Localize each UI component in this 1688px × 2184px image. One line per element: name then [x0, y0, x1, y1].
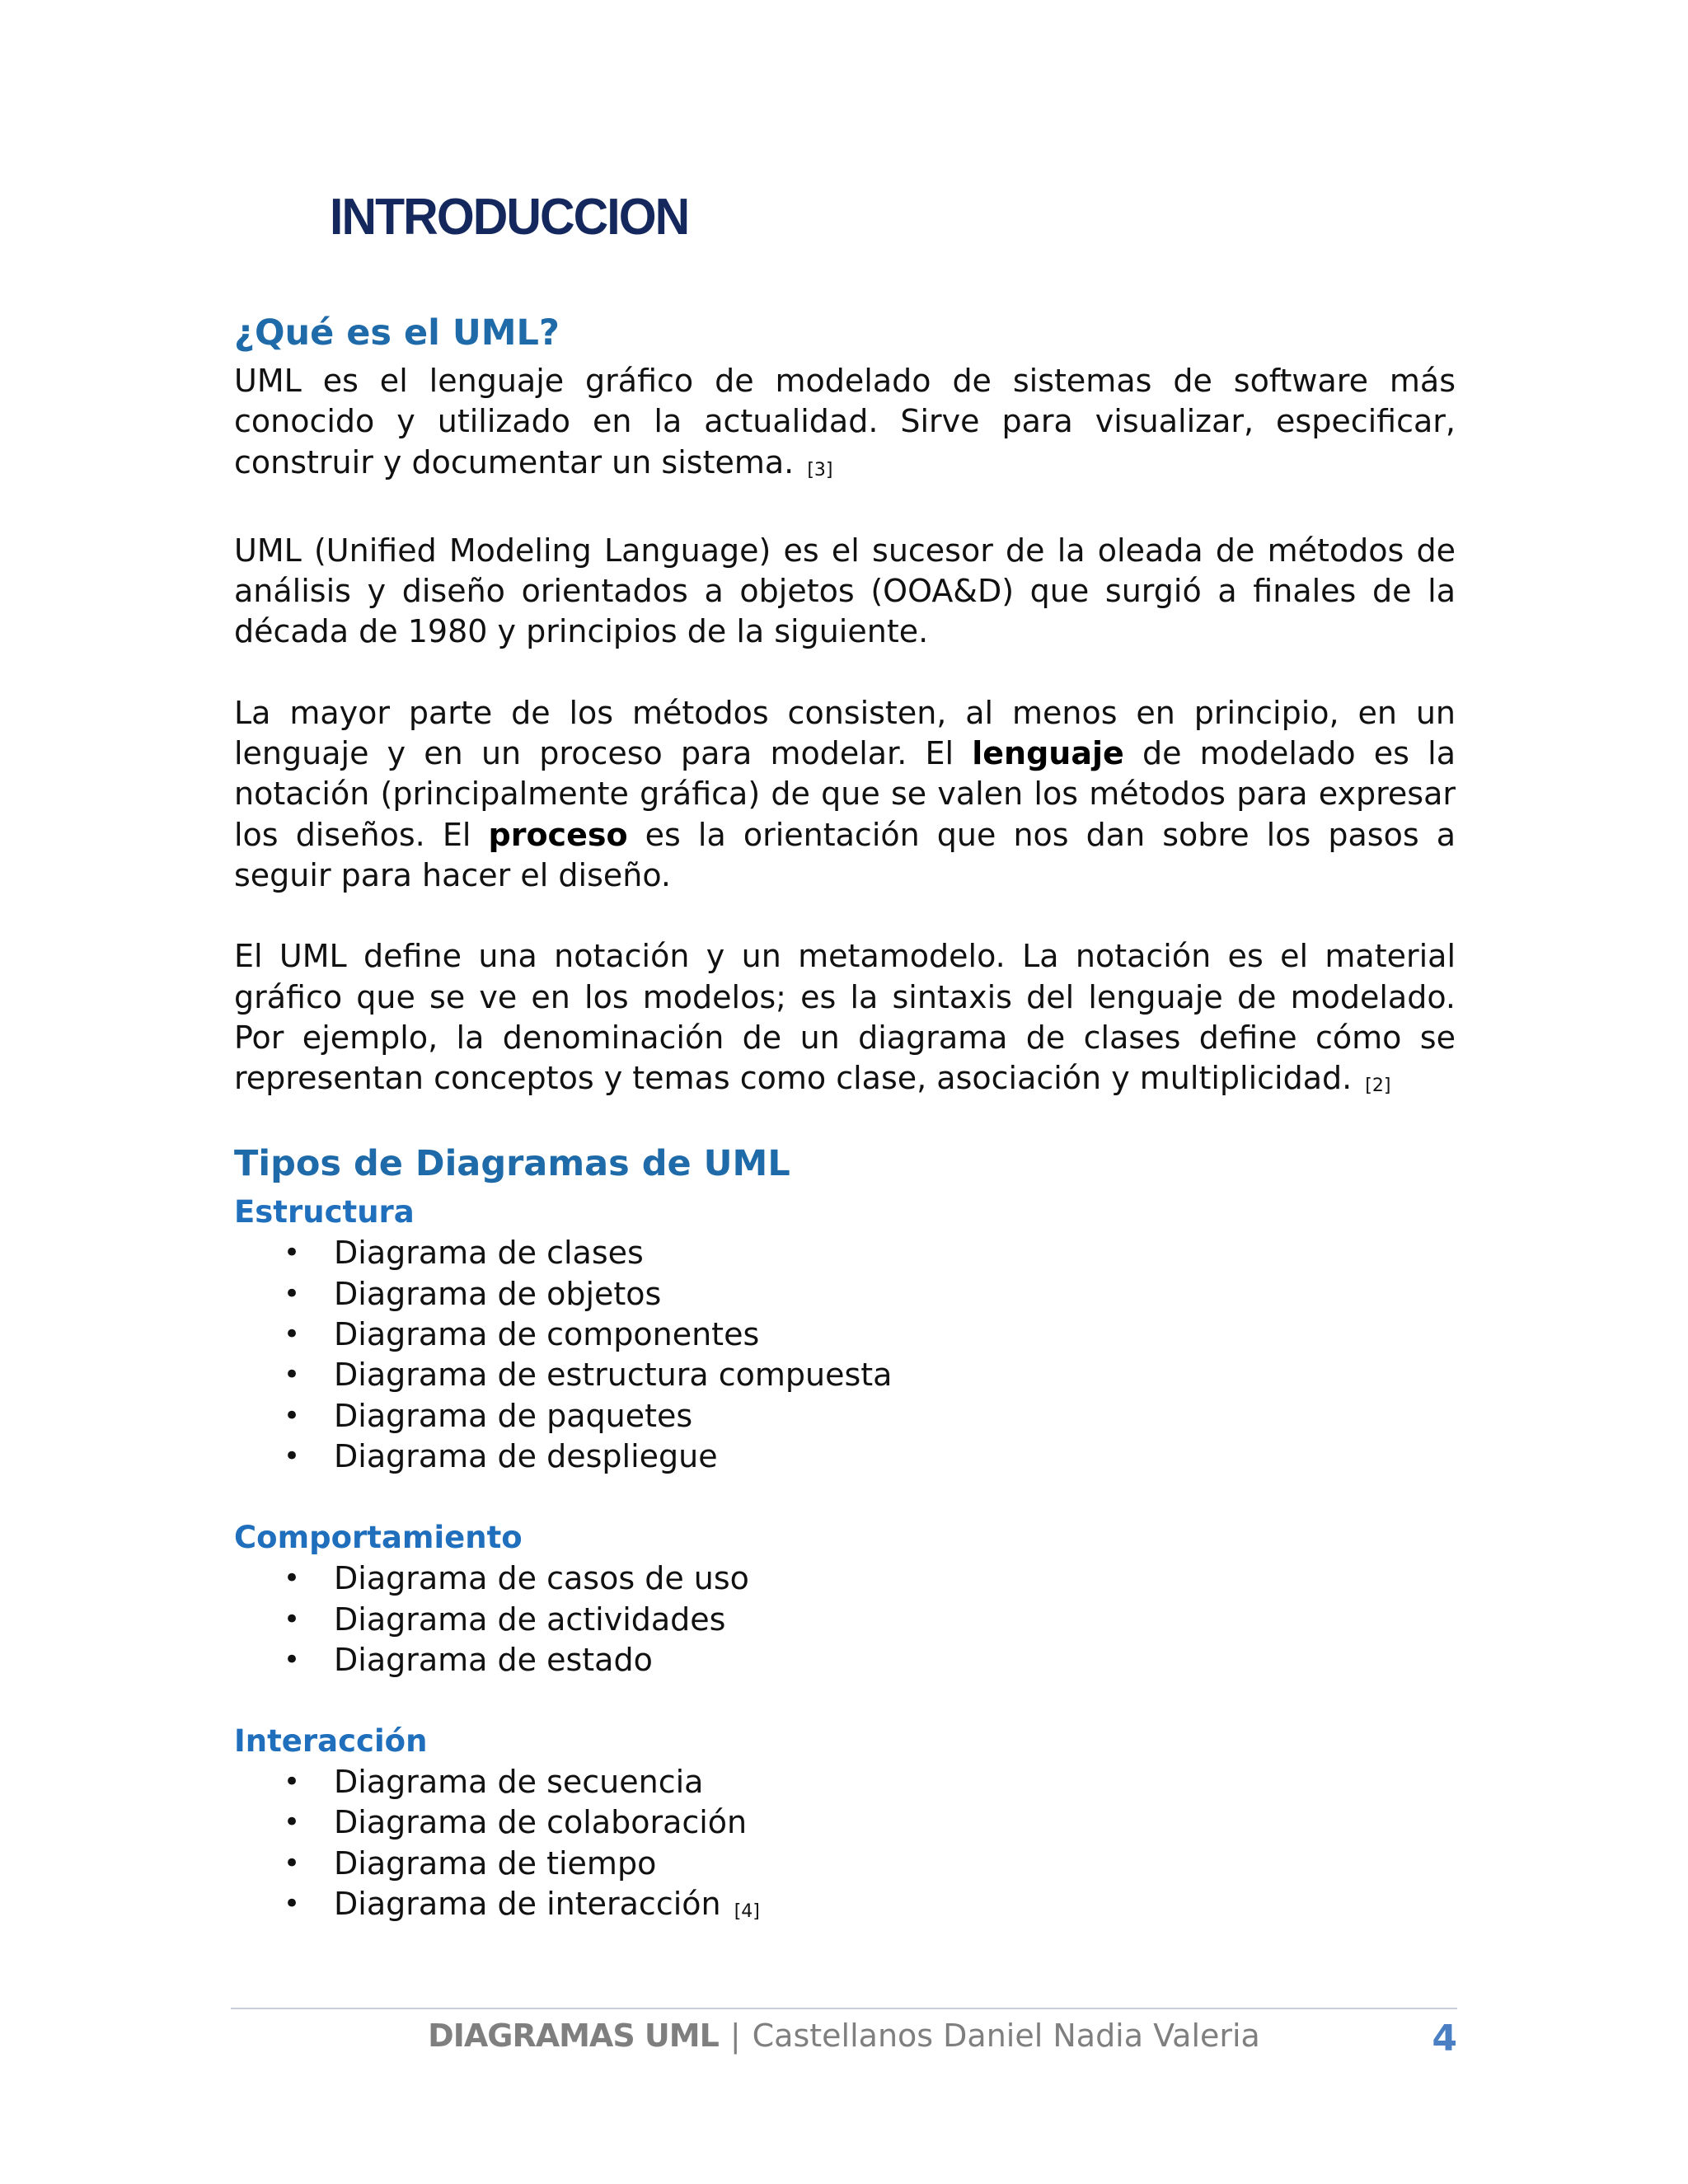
- paragraph-2: UML (Unified Modeling Language) es el sucesor de la oleada de métodos de análisis y diseño orientados a objetos (OOA&D) que surgió a finales de la década de 1980 y principios de la siguiente.: [234, 532, 1456, 650]
- page-number: 4: [1432, 2018, 1457, 2060]
- bullet-icon: •: [284, 1643, 301, 1676]
- bullet-icon: •: [284, 1277, 301, 1310]
- list-item-text: Diagrama de secuencia: [334, 1764, 704, 1801]
- list-item-text: Diagrama de clases: [334, 1235, 644, 1272]
- section-heading-que-es-uml: ¿Qué es el UML?: [234, 312, 560, 354]
- list-item-text: Diagrama de interacción: [334, 1886, 721, 1923]
- list-item: [234, 1600, 1456, 1640]
- paragraph-1-text: UML es el lenguaje gráfico de modelado de sistemas de software más conocido y utilizado en la actualidad. Sirve para visualizar, especificar, construir y documentar un sistema.: [234, 363, 1456, 480]
- list-item: [234, 1762, 1456, 1802]
- bullet-icon: •: [284, 1887, 301, 1921]
- bullet-icon: •: [284, 1846, 301, 1880]
- bullet-icon: •: [284, 1439, 301, 1473]
- bullet-icon: •: [284, 1358, 301, 1392]
- list-item-text: Diagrama de despliegue: [334, 1437, 718, 1474]
- list-item-text: Diagrama de casos de uso: [334, 1560, 749, 1597]
- footer-author: Castellanos Daniel Nadia Valeria: [752, 2018, 1260, 2054]
- bullet-icon: •: [284, 1562, 301, 1596]
- list-item-text: Diagrama de actividades: [334, 1601, 726, 1638]
- list-item-text: Diagrama de componentes: [334, 1316, 760, 1353]
- list-interaccion: [234, 1762, 1456, 1932]
- list-item: [234, 1640, 1456, 1680]
- bullet-icon: •: [284, 1399, 301, 1432]
- bullet-icon: •: [284, 1765, 301, 1799]
- list-item: [234, 1233, 1456, 1273]
- paragraph-1: [234, 361, 1456, 490]
- subheading-comportamiento: Comportamiento: [234, 1520, 523, 1556]
- footer-document-name: DIAGRAMAS UML: [428, 2018, 719, 2054]
- list-item: [234, 1355, 1456, 1395]
- subheading-estructura: Estructura: [234, 1194, 415, 1230]
- subheading-interaccion: Interacción: [234, 1723, 428, 1760]
- bullet-icon: •: [284, 1806, 301, 1840]
- list-item: [234, 1884, 1456, 1932]
- list-item-text: Diagrama de paquetes: [334, 1397, 693, 1434]
- page-title: INTRODUCCION: [330, 189, 689, 246]
- list-item: [234, 1844, 1456, 1884]
- paragraph-3-part-2: de modelado es la notación (principalmente gráfica) de que se valen los métodos para expresar los diseños. El: [234, 735, 1456, 853]
- reference-2: [2]: [1365, 1076, 1391, 1097]
- list-item-text: Diagrama de colaboración: [334, 1804, 748, 1841]
- list-estructura: [234, 1233, 1456, 1477]
- list-item-text: Diagrama de estructura compuesta: [334, 1357, 893, 1394]
- page-content: [234, 305, 1456, 1932]
- paragraph-3: [234, 693, 1456, 896]
- list-item-text: Diagrama de tiempo: [334, 1844, 657, 1882]
- paragraph-3-part-1: La mayor parte de los métodos consisten, al menos en principio, en un lenguaje y en un proceso para modelar. El: [234, 694, 1456, 772]
- reference-4: [4]: [734, 1901, 760, 1923]
- footer-separator: |: [729, 2018, 741, 2054]
- list-item-text: Diagrama de objetos: [334, 1275, 662, 1312]
- list-item-text: Diagrama de estado: [334, 1641, 653, 1678]
- reference-3: [3]: [807, 459, 833, 480]
- paragraph-4-text: El UML define una notación y un metamodelo. La notación es el material gráfico que se ve en los modelos; es la sintaxis del lenguaje de modelado. Por ejemplo, la denominación de un diagrama de clases define cómo se representan conceptos y temas como clase, asociación y multiplicidad.: [234, 938, 1456, 1097]
- page-footer: [231, 2013, 1457, 2070]
- list-item: [234, 1558, 1456, 1599]
- paragraph-3-part-3: es la orientación que nos dan sobre los pasos a seguir para hacer el diseño.: [234, 816, 1456, 893]
- bullet-icon: •: [284, 1602, 301, 1636]
- bullet-icon: •: [284, 1318, 301, 1352]
- section-heading-tipos: Tipos de Diagramas de UML: [234, 1143, 790, 1185]
- list-item: [234, 1436, 1456, 1477]
- list-comportamiento: [234, 1558, 1456, 1680]
- list-item: [234, 1396, 1456, 1436]
- list-item: [234, 1315, 1456, 1355]
- bullet-icon: •: [284, 1236, 301, 1270]
- bold-term-proceso: proceso: [488, 816, 628, 853]
- paragraph-4: [234, 936, 1456, 1106]
- footer-divider: [231, 2008, 1457, 2009]
- list-item: [234, 1274, 1456, 1315]
- bold-term-lenguaje: lenguaje: [972, 735, 1124, 772]
- footer-text: [231, 2013, 1457, 2059]
- list-item: [234, 1802, 1456, 1843]
